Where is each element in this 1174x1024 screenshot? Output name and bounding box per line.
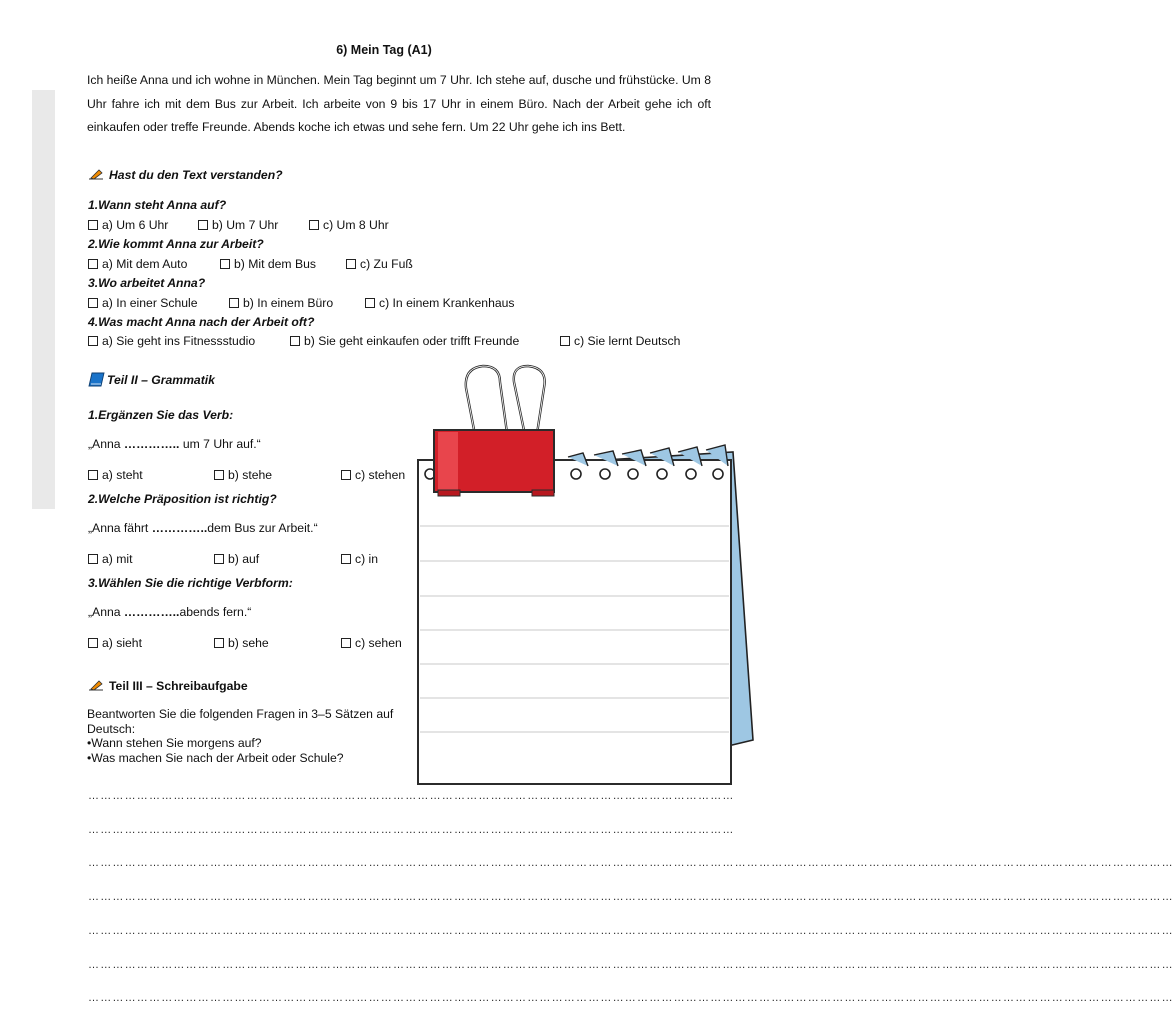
checkbox[interactable] xyxy=(229,298,239,308)
writing-line[interactable]: …………………………………………………………………………………………………………………………………………………………………………………………………………………………………………… xyxy=(88,959,1174,971)
book-icon xyxy=(88,372,105,387)
notepad-paper xyxy=(418,460,731,784)
grammar-q1-options xyxy=(88,468,405,482)
writing-line[interactable]: …………………………………………………………………………………………………………………………………………………………………………………………………………………………………………… xyxy=(88,857,1174,869)
writing-bullet-1: •Wann stehen Sie morgens auf? xyxy=(87,736,262,750)
option-2a[interactable]: a) Mit dem Auto xyxy=(88,257,220,271)
section-3-heading xyxy=(88,678,248,693)
grammar-q3-options xyxy=(88,636,402,650)
writing-line[interactable]: …………………………………………………………………………………………………………………………………………… xyxy=(88,824,735,836)
blank[interactable]: ………….. xyxy=(151,521,208,535)
pencil-icon xyxy=(88,678,105,692)
question-4: 4.Was macht Anna nach der Arbeit oft? xyxy=(88,315,315,329)
writing-line[interactable]: …………………………………………………………………………………………………………………………………………… xyxy=(88,790,735,802)
checkbox[interactable] xyxy=(214,554,224,564)
option-4a[interactable]: a) Sie geht ins Fitnessstudio xyxy=(88,334,290,348)
checkbox[interactable] xyxy=(560,336,570,346)
writing-instruction: Beantworten Sie die folgenden Fragen in 3–5 Sätzen auf Deutsch: xyxy=(87,707,394,736)
grammar-q1: 1.Ergänzen Sie das Verb: xyxy=(88,408,234,422)
option-3c[interactable]: c) In einem Krankenhaus xyxy=(365,296,515,310)
option[interactable]: a) sieht xyxy=(88,636,214,650)
option-4b[interactable]: b) Sie geht einkaufen oder trifft Freunde xyxy=(290,334,560,348)
option[interactable]: b) stehe xyxy=(214,468,341,482)
section-2-heading-text: Teil II – Grammatik xyxy=(107,373,215,387)
option[interactable]: b) auf xyxy=(214,552,341,566)
checkbox[interactable] xyxy=(341,638,351,648)
checkbox[interactable] xyxy=(88,220,98,230)
checkbox[interactable] xyxy=(365,298,375,308)
grammar-q2-options xyxy=(88,552,378,566)
option-3a[interactable]: a) In einer Schule xyxy=(88,296,229,310)
checkbox[interactable] xyxy=(341,554,351,564)
question-3: 3.Wo arbeitet Anna? xyxy=(88,276,206,290)
checkbox[interactable] xyxy=(214,470,224,480)
checkbox[interactable] xyxy=(88,298,98,308)
checkbox[interactable] xyxy=(214,638,224,648)
grammar-q3-sentence: „Anna …………..abends fern.“ xyxy=(88,605,252,619)
question-4-options xyxy=(88,334,680,348)
page-title: 6) Mein Tag (A1) xyxy=(336,43,432,57)
option[interactable]: a) steht xyxy=(88,468,214,482)
checkbox[interactable] xyxy=(88,259,98,269)
writing-line[interactable]: …………………………………………………………………………………………………………………………………………………………………………………………………………………………………………… xyxy=(88,891,1174,903)
option[interactable]: c) in xyxy=(341,552,378,566)
checkbox[interactable] xyxy=(346,259,356,269)
grammar-q3: 3.Wählen Sie die richtige Verbform: xyxy=(88,576,293,590)
question-2: 2.Wie kommt Anna zur Arbeit? xyxy=(88,237,264,251)
reading-text: Ich heiße Anna und ich wohne in München. Mein Tag beginnt um 7 Uhr. Ich stehe auf, dusche und frühstücke. Um 8 Uhr fahre ich mit dem Bus zur Arbeit. Ich arbeite von 9 bis 17 Uhr in einem Büro. Nach der Arbeit gehe ich oft einkaufen oder treffe Freunde. Abends koche ich etwas und sehe fern. Um 22 Uhr gehe ich ins Bett. xyxy=(87,73,711,134)
option-2c[interactable]: c) Zu Fuß xyxy=(346,257,413,271)
option-1c[interactable]: c) Um 8 Uhr xyxy=(309,218,389,232)
section-3-heading-text: Teil III – Schreibaufgabe xyxy=(109,679,248,693)
option-1a[interactable]: a) Um 6 Uhr xyxy=(88,218,198,232)
blank[interactable]: ………….. xyxy=(123,605,180,619)
option[interactable]: c) stehen xyxy=(341,468,405,482)
option-4c[interactable]: c) Sie lernt Deutsch xyxy=(560,334,680,348)
writing-task xyxy=(87,707,417,765)
section-2-heading xyxy=(88,372,215,387)
notepad-clip-illustration xyxy=(408,360,756,790)
grammar-q2: 2.Welche Präposition ist richtig? xyxy=(88,492,277,506)
clip-wire xyxy=(466,366,545,440)
option-2b[interactable]: b) Mit dem Bus xyxy=(220,257,346,271)
option[interactable]: b) sehe xyxy=(214,636,341,650)
grammar-q1-sentence: „Anna ………….. um 7 Uhr auf.“ xyxy=(88,437,261,451)
option-1b[interactable]: b) Um 7 Uhr xyxy=(198,218,309,232)
writing-line[interactable]: …………………………………………………………………………………………………………………………………………………………………………………………………………………………………………… xyxy=(88,925,1174,937)
margin-bar xyxy=(32,90,55,509)
option[interactable]: c) sehen xyxy=(341,636,402,650)
checkbox[interactable] xyxy=(88,554,98,564)
section-1-heading-text: Hast du den Text verstanden? xyxy=(109,168,283,182)
checkbox[interactable] xyxy=(88,336,98,346)
pencil-icon xyxy=(88,167,105,181)
option-3b[interactable]: b) In einem Büro xyxy=(229,296,365,310)
question-2-options xyxy=(88,257,413,271)
question-1-options xyxy=(88,218,389,232)
checkbox[interactable] xyxy=(341,470,351,480)
checkbox[interactable] xyxy=(290,336,300,346)
section-1-heading xyxy=(88,167,283,182)
question-1: 1.Wann steht Anna auf? xyxy=(88,198,227,212)
question-3-options xyxy=(88,296,515,310)
option[interactable]: a) mit xyxy=(88,552,214,566)
checkbox[interactable] xyxy=(220,259,230,269)
blank[interactable]: ………….. xyxy=(123,437,180,451)
checkbox[interactable] xyxy=(309,220,319,230)
writing-bullet-2: •Was machen Sie nach der Arbeit oder Schule? xyxy=(87,750,344,765)
writing-line[interactable]: …………………………………………………………………………………………………………………………………………………………………………………………………………………………………………… xyxy=(88,992,1174,1004)
checkbox[interactable] xyxy=(198,220,208,230)
checkbox[interactable] xyxy=(88,638,98,648)
grammar-q2-sentence: „Anna fährt …………..dem Bus zur Arbeit.“ xyxy=(88,521,318,535)
checkbox[interactable] xyxy=(88,470,98,480)
